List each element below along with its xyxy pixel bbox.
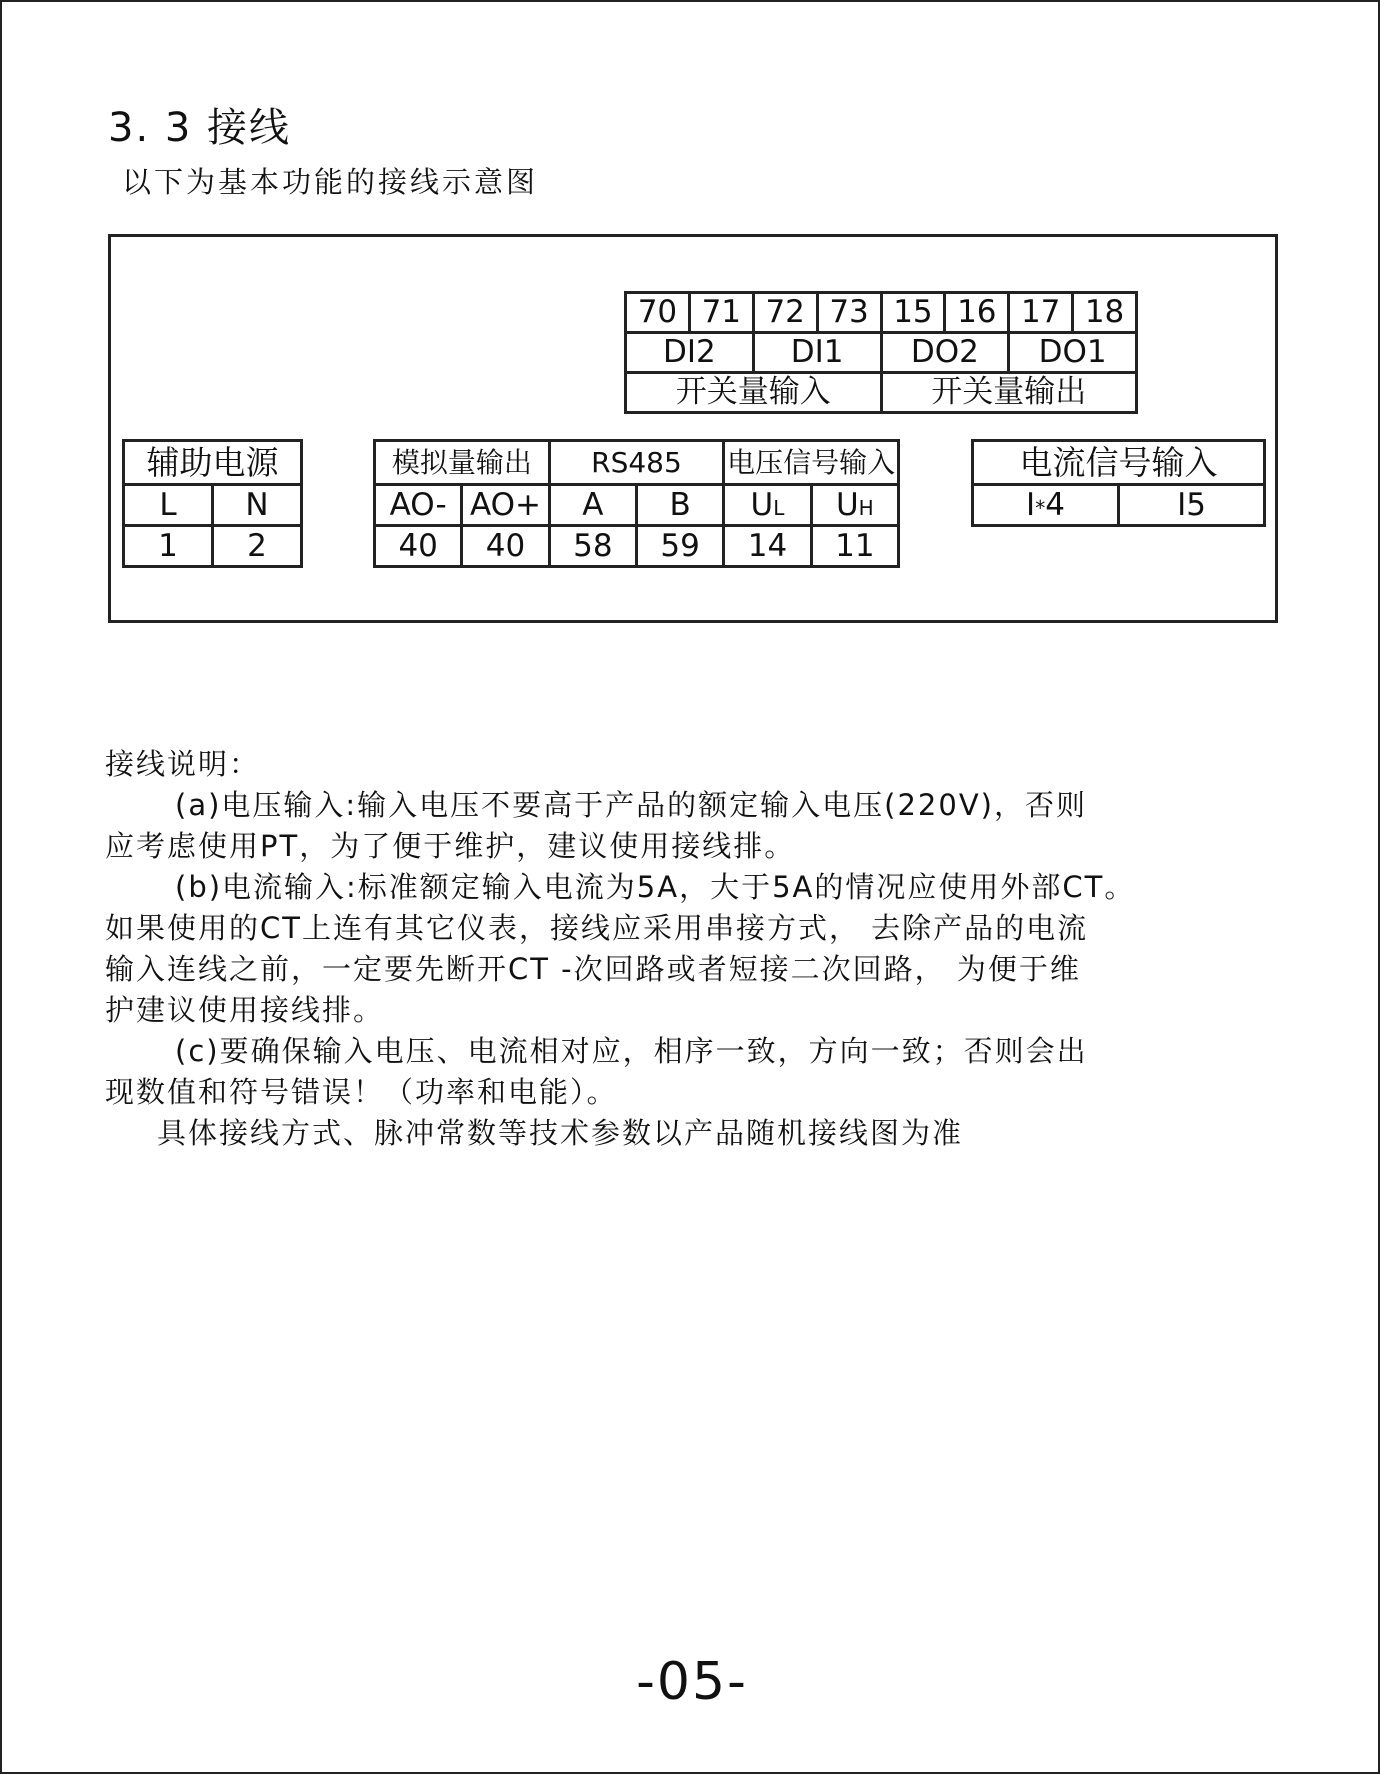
aux-power-terminal-block xyxy=(122,439,303,568)
terminal-label-number: 4 xyxy=(1045,486,1065,523)
terminal-cell: 72 xyxy=(753,293,817,333)
voltage-input-group-label: 电压信号输入 xyxy=(724,441,899,485)
terminal-label: B xyxy=(636,485,723,526)
terminal-cell: 40 xyxy=(375,526,462,567)
terminal-label: AO- xyxy=(375,485,462,526)
note-line: 如果使用的CT上连有其它仪表，接线应采用串接方式， 去除产品的电流 xyxy=(105,911,1089,945)
star-mark: * xyxy=(1035,495,1046,520)
terminal-cell: 17 xyxy=(1009,293,1073,333)
digital-io-terminal-block xyxy=(624,291,1138,414)
terminal-label: N xyxy=(213,485,302,526)
note-line: 具体接线方式、脉冲常数等技术参数以产品随机接线图为准 xyxy=(157,1116,964,1150)
terminal-cell: 15 xyxy=(881,293,945,333)
wiring-notes xyxy=(105,744,1285,1154)
terminal-label-main: I xyxy=(1026,486,1036,523)
note-line: 现数值和符号错误！（功率和电能）。 xyxy=(105,1075,618,1109)
note-line: 护建议使用接线排。 xyxy=(105,993,385,1027)
terminal-cell: 73 xyxy=(817,293,881,333)
terminal-number-row xyxy=(626,293,1137,333)
note-line: (c)要确保输入电压、电流相对应，相序一致，方向一致；否则会出 xyxy=(175,1034,1088,1068)
rs485-group-label: RS485 xyxy=(549,441,724,485)
terminal-label: AO+ xyxy=(462,485,549,526)
current-input-title: 电流信号输入 xyxy=(973,441,1265,485)
signal-io-terminal-block xyxy=(373,439,900,568)
terminal-cell: 58 xyxy=(549,526,636,567)
page-number: -05- xyxy=(636,1652,748,1712)
terminal-label-subscript: L xyxy=(773,495,785,520)
channel-cell-di2: DI2 xyxy=(626,333,754,373)
aux-power-title: 辅助电源 xyxy=(124,441,302,485)
digital-input-group-label: 开关量输入 xyxy=(626,373,882,413)
channel-cell-do1: DO1 xyxy=(1009,333,1137,373)
terminal-label-main: U xyxy=(835,486,859,523)
terminal-cell: 11 xyxy=(811,526,898,567)
terminal-label-main: U xyxy=(750,486,774,523)
note-line: (a)电压输入:输入电压不要高于产品的额定输入电压(220V)，否则 xyxy=(175,788,1087,822)
note-line: 输入连线之前，一定要先断开CT -次回路或者短接二次回路， 为便于维 xyxy=(105,952,1081,986)
terminal-cell: 14 xyxy=(724,526,811,567)
section-subheading: 以下为基本功能的接线示意图 xyxy=(122,165,539,199)
note-line: 应考虑使用PT，为了便于维护，建议使用接线排。 xyxy=(105,829,796,863)
terminal-cell: 1 xyxy=(124,526,213,567)
note-line: (b)电流输入:标准额定输入电流为5A，大于5A的情况应使用外部CT。 xyxy=(175,870,1136,904)
terminal-label-uh xyxy=(811,485,898,526)
terminal-cell: 18 xyxy=(1073,293,1137,333)
group-row xyxy=(626,373,1137,413)
terminal-label: A xyxy=(549,485,636,526)
notes-title: 接线说明： xyxy=(105,747,261,781)
analog-output-group-label: 模拟量输出 xyxy=(375,441,550,485)
terminal-cell: 2 xyxy=(213,526,302,567)
terminal-cell: 70 xyxy=(626,293,690,333)
terminal-label: L xyxy=(124,485,213,526)
terminal-label-subscript: H xyxy=(858,495,874,520)
channel-cell-do2: DO2 xyxy=(881,333,1009,373)
terminal-label-i-star-4 xyxy=(973,485,1119,526)
terminal-cell: 71 xyxy=(689,293,753,333)
channel-row xyxy=(626,333,1137,373)
channel-cell-di1: DI1 xyxy=(753,333,881,373)
terminal-label: I5 xyxy=(1119,485,1265,526)
digital-output-group-label: 开关量输出 xyxy=(881,373,1137,413)
terminal-cell: 59 xyxy=(636,526,723,567)
section-heading: 3. 3 接线 xyxy=(108,105,292,151)
terminal-cell: 40 xyxy=(462,526,549,567)
terminal-cell: 16 xyxy=(945,293,1009,333)
terminal-label-ul xyxy=(724,485,811,526)
current-input-terminal-block xyxy=(971,439,1266,527)
